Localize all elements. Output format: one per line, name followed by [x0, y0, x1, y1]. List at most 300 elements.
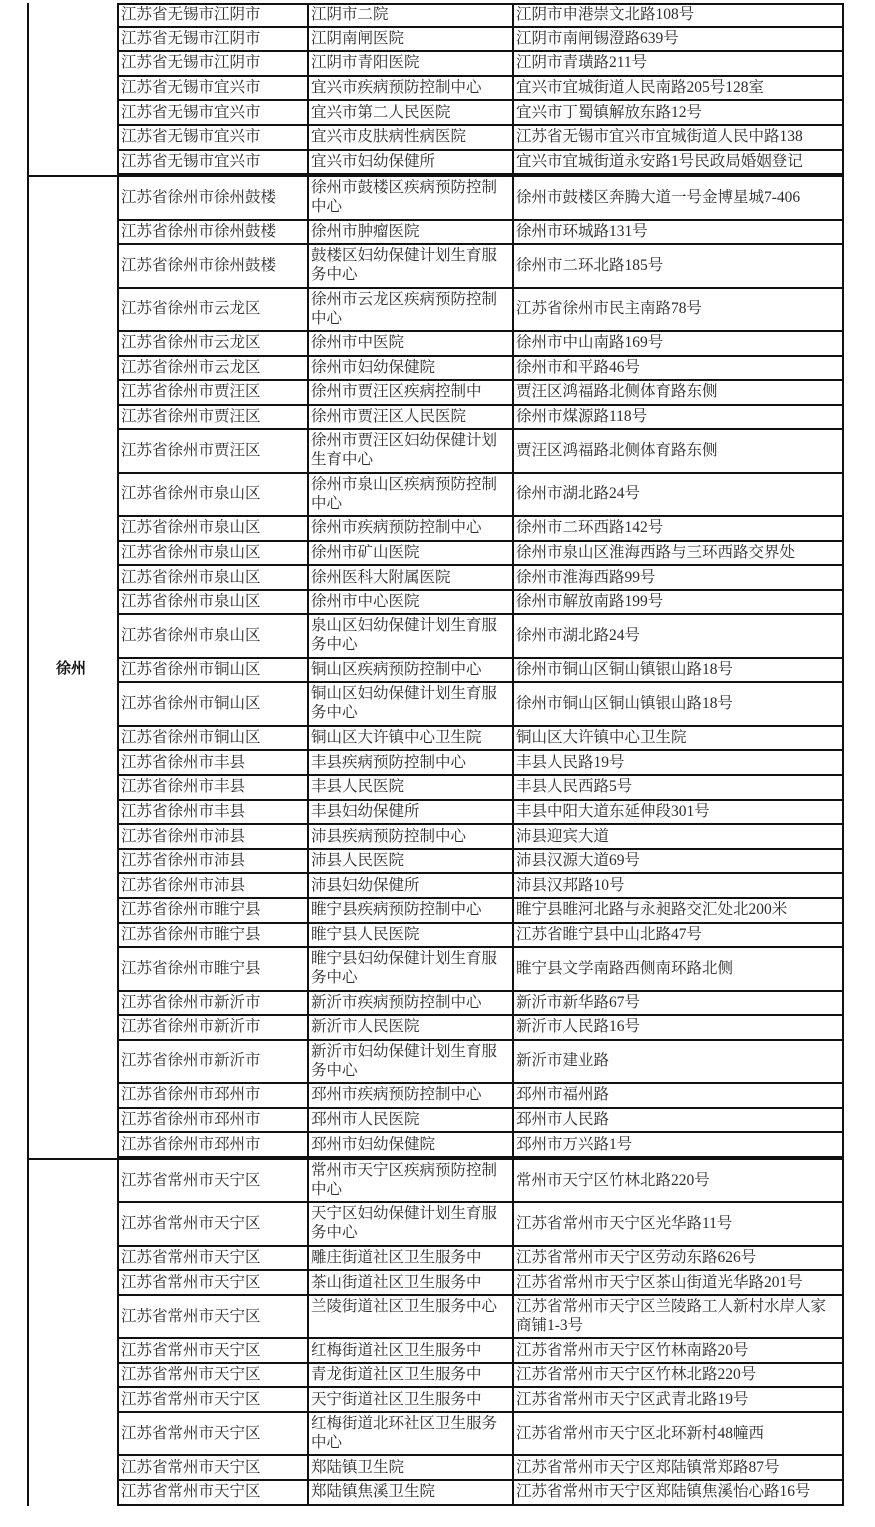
institution-text: 红梅街道北环社区卫生服务中心	[311, 1415, 498, 1452]
region-text: 江苏省无锡市宜兴市	[121, 128, 261, 146]
address-cell	[514, 474, 844, 515]
region-cell	[119, 1041, 309, 1082]
institution-text: 丰县妇幼保健所	[311, 802, 420, 820]
table-row	[119, 850, 844, 875]
address-cell	[514, 850, 844, 873]
region-text: 江苏省徐州市泉山区	[121, 485, 261, 503]
address-cell	[514, 899, 844, 922]
region-text: 江苏省徐州市贾汪区	[121, 408, 261, 425]
table-row	[119, 221, 844, 246]
region-text: 江苏省徐州市铜山区	[121, 729, 261, 747]
table-row	[119, 542, 844, 567]
region-text: 江苏省徐州市泉山区	[121, 627, 261, 645]
region-cell	[119, 615, 309, 656]
region-cell	[119, 474, 309, 515]
region-cell	[119, 1413, 309, 1454]
address-cell	[514, 1016, 844, 1039]
address-text: 丰县人民路19号	[516, 753, 625, 771]
address-text: 江苏省常州市天宁区劳动东路626号	[516, 1249, 757, 1266]
institution-text: 徐州市肿瘤医院	[311, 222, 420, 240]
region-cell	[119, 1109, 309, 1132]
table-row	[119, 126, 844, 151]
address-cell	[514, 1364, 844, 1387]
institution-cell	[309, 1133, 514, 1156]
address-cell	[514, 381, 844, 404]
address-cell	[514, 1413, 844, 1454]
table-row	[119, 1388, 844, 1413]
address-cell	[514, 1247, 844, 1270]
region-text: 江苏省徐州市铜山区	[121, 695, 261, 713]
address-text: 江苏省常州市天宁区郑陆镇常郑路87号	[516, 1458, 780, 1476]
institution-cell	[309, 1203, 514, 1244]
region-cell	[119, 591, 309, 614]
institution-cell	[309, 1016, 514, 1039]
region-cell	[119, 1247, 309, 1270]
region-text: 江苏省常州市天宁区	[121, 1171, 261, 1189]
table-row	[119, 751, 844, 776]
institution-cell	[309, 52, 514, 75]
region-text: 江苏省徐州市新沂市	[121, 1052, 261, 1070]
table-row	[119, 1247, 844, 1272]
address-cell	[514, 52, 844, 75]
region-cell	[119, 1339, 309, 1362]
institution-cell	[309, 5, 514, 26]
region-text: 江苏省徐州市泉山区	[121, 543, 261, 561]
institution-cell	[309, 542, 514, 565]
table-row	[119, 992, 844, 1017]
institution-cell	[309, 289, 514, 330]
institution-text: 沛县疾病预防控制中心	[311, 827, 467, 845]
address-text: 徐州市二环西路142号	[516, 519, 664, 537]
table-row	[119, 1456, 844, 1481]
region-cell	[119, 825, 309, 848]
institution-table	[27, 3, 844, 1506]
table-row	[119, 1271, 844, 1296]
institution-text: 泉山区妇幼保健计划生育服务中心	[311, 617, 498, 654]
city-group-label	[29, 1160, 117, 1506]
region-cell	[119, 683, 309, 724]
address-text: 徐州市煤源路118号	[516, 408, 648, 425]
institution-text: 徐州市中医院	[311, 334, 405, 352]
region-text: 江苏省徐州市邳州市	[121, 1086, 261, 1104]
address-text: 江苏省常州市天宁区竹林北路220号	[516, 1366, 757, 1384]
region-cell	[119, 801, 309, 824]
institution-cell	[309, 1296, 514, 1337]
address-text: 徐州市湖北路24号	[516, 627, 641, 645]
table-row	[119, 899, 844, 924]
institution-cell	[309, 1364, 514, 1387]
institution-text: 天宁区妇幼保健计划生育服务中心	[311, 1205, 498, 1242]
address-text: 江苏省常州市天宁区兰陵路工人新村水岸人家商铺1-3号	[516, 1297, 827, 1334]
address-cell	[514, 5, 844, 26]
address-text: 宜兴市丁蜀镇解放东路12号	[516, 103, 703, 121]
institution-text: 徐州市贾汪区疾病控制中	[311, 383, 482, 401]
region-cell	[119, 332, 309, 355]
table-row	[119, 406, 844, 431]
address-cell	[514, 948, 844, 989]
region-cell	[119, 101, 309, 124]
region-text: 江苏省常州市天宁区	[121, 1483, 261, 1501]
institution-cell	[309, 357, 514, 380]
region-cell	[119, 542, 309, 565]
address-text: 徐州市铜山区铜山镇银山路18号	[516, 661, 734, 679]
table-rows	[117, 1160, 844, 1506]
region-cell	[119, 1133, 309, 1156]
institution-text: 丰县人民医院	[311, 778, 405, 796]
region-cell	[119, 1203, 309, 1244]
city-group-label: 徐州	[55, 659, 86, 678]
address-text: 贾汪区鸿福路北侧体育路东侧	[516, 383, 718, 401]
city-group	[27, 175, 844, 1158]
address-cell	[514, 566, 844, 589]
table-row	[119, 727, 844, 752]
region-text: 江苏省徐州市邳州市	[121, 1135, 261, 1153]
address-cell	[514, 177, 844, 218]
region-cell	[119, 430, 309, 471]
address-text: 新沂市建业路	[516, 1052, 610, 1070]
region-cell	[119, 850, 309, 873]
table-row	[119, 1109, 844, 1134]
institution-text: 鼓楼区妇幼保健计划生育服务中心	[311, 247, 498, 284]
address-cell	[514, 1133, 844, 1156]
region-text: 江苏省徐州市云龙区	[121, 300, 261, 318]
institution-text: 铜山区大许镇中心卫生院	[311, 729, 482, 747]
region-text: 江苏省徐州市邳州市	[121, 1111, 261, 1129]
institution-cell	[309, 332, 514, 355]
address-text: 徐州市淮海西路99号	[516, 568, 656, 586]
region-text: 江苏省常州市天宁区	[121, 1273, 261, 1291]
institution-text: 宜兴市妇幼保健所	[311, 152, 436, 170]
address-text: 江阴市青璜路211号	[516, 54, 648, 72]
table-row	[119, 430, 844, 473]
region-text: 江苏省徐州市丰县	[121, 802, 246, 820]
region-text: 江苏省无锡市江阴市	[121, 29, 261, 47]
institution-cell	[309, 615, 514, 656]
institution-text: 新沂市人民医院	[311, 1018, 420, 1036]
address-text: 徐州市泉山区淮海西路与三环西路交界处	[516, 543, 796, 561]
address-cell	[514, 221, 844, 244]
institution-text: 睢宁县妇幼保健计划生育服务中心	[311, 950, 498, 987]
address-text: 徐州市鼓楼区奔腾大道一号金博星城7-406	[516, 188, 801, 206]
region-text: 江苏省徐州市泉山区	[121, 519, 261, 537]
address-text: 江苏省常州市天宁区郑陆镇焦溪怡心路16号	[516, 1483, 811, 1501]
region-text: 江苏省无锡市江阴市	[121, 6, 261, 24]
institution-text: 新沂市妇幼保健计划生育服务中心	[311, 1042, 498, 1079]
table-row	[119, 1481, 844, 1506]
address-text: 江苏省睢宁县中山北路47号	[516, 925, 703, 943]
institution-text: 雕庄街道社区卫生服务中	[311, 1249, 482, 1266]
region-cell	[119, 28, 309, 51]
institution-cell	[309, 924, 514, 947]
table-row	[119, 289, 844, 332]
region-cell	[119, 751, 309, 774]
institution-text: 郑陆镇焦溪卫生院	[311, 1483, 436, 1501]
region-cell	[119, 874, 309, 897]
address-text: 徐州市解放南路199号	[516, 593, 664, 611]
address-text: 徐州市湖北路24号	[516, 485, 641, 503]
table-row	[119, 381, 844, 406]
table-row	[119, 332, 844, 357]
region-cell	[119, 1456, 309, 1479]
address-cell	[514, 825, 844, 848]
institution-cell	[309, 151, 514, 174]
region-cell	[119, 52, 309, 75]
table-row	[119, 1084, 844, 1109]
table-row	[119, 1016, 844, 1041]
region-text: 江苏省徐州市贾汪区	[121, 441, 261, 459]
address-text: 丰县人民西路5号	[516, 778, 633, 796]
region-cell	[119, 177, 309, 218]
address-text: 江苏省常州市天宁区光华路11号	[516, 1215, 733, 1232]
institution-cell	[309, 659, 514, 682]
region-text: 江苏省常州市天宁区	[121, 1341, 261, 1359]
region-text: 江苏省徐州市沛县	[121, 827, 246, 845]
address-cell	[514, 1339, 844, 1362]
address-text: 江阴市南闸锡澄路639号	[516, 29, 679, 47]
table-row	[119, 474, 844, 517]
region-cell	[119, 727, 309, 750]
address-cell	[514, 332, 844, 355]
region-cell	[119, 406, 309, 429]
table-row	[119, 245, 844, 288]
institution-cell	[309, 77, 514, 100]
region-text: 江苏省徐州市沛县	[121, 852, 246, 870]
table-row	[119, 151, 844, 176]
table-row	[119, 924, 844, 949]
region-cell	[119, 245, 309, 286]
table-row	[119, 591, 844, 616]
table-row	[119, 948, 844, 991]
institution-text: 徐州市疾病预防控制中心	[311, 519, 482, 537]
address-cell	[514, 751, 844, 774]
region-text: 江苏省常州市天宁区	[121, 1215, 261, 1232]
address-text: 江苏省常州市天宁区茶山街道光华路201号	[516, 1273, 803, 1291]
institution-cell	[309, 126, 514, 149]
region-text: 江苏省徐州市云龙区	[121, 358, 261, 376]
institution-text: 宜兴市疾病预防控制中心	[311, 79, 482, 97]
institution-text: 沛县人民医院	[311, 852, 405, 870]
address-text: 邳州市万兴路1号	[516, 1135, 633, 1153]
address-text: 宜兴市宜城街道人民南路205号128室	[516, 79, 765, 97]
address-cell	[514, 151, 844, 174]
table-rows	[117, 3, 844, 175]
table-row	[119, 177, 844, 220]
address-text: 邳州市福州路	[516, 1086, 610, 1104]
institution-cell	[309, 850, 514, 873]
region-text: 江苏省徐州市泉山区	[121, 593, 261, 611]
institution-text: 江阴南闸医院	[311, 29, 405, 47]
institution-cell	[309, 1109, 514, 1132]
institution-text: 睢宁县疾病预防控制中心	[311, 901, 482, 919]
region-text: 江苏省常州市天宁区	[121, 1390, 261, 1408]
address-cell	[514, 727, 844, 750]
institution-text: 徐州市中心医院	[311, 593, 420, 611]
region-text: 江苏省徐州市徐州鼓楼	[121, 222, 277, 240]
table-row	[119, 28, 844, 53]
institution-text: 徐州市云龙区疾病预防控制中心	[311, 290, 498, 327]
region-cell	[119, 381, 309, 404]
region-cell	[119, 1160, 309, 1201]
institution-cell	[309, 727, 514, 750]
region-cell	[119, 289, 309, 330]
institution-cell	[309, 406, 514, 429]
address-cell	[514, 683, 844, 724]
address-cell	[514, 874, 844, 897]
institution-text: 青龙街道社区卫生服务中	[311, 1366, 482, 1384]
region-text: 江苏省无锡市宜兴市	[121, 103, 261, 121]
region-cell	[119, 357, 309, 380]
region-cell	[119, 776, 309, 799]
institution-cell	[309, 474, 514, 515]
institution-text: 常州市天宁区疾病预防控制中心	[311, 1161, 498, 1198]
address-text: 江阴市申港崇文北路108号	[516, 6, 695, 24]
address-cell	[514, 289, 844, 330]
address-cell	[514, 28, 844, 51]
institution-cell	[309, 430, 514, 471]
region-cell	[119, 899, 309, 922]
region-text: 江苏省常州市天宁区	[121, 1307, 261, 1325]
table-row	[119, 1160, 844, 1203]
region-text: 江苏省徐州市云龙区	[121, 334, 261, 352]
region-cell	[119, 1388, 309, 1411]
institution-text: 铜山区妇幼保健计划生育服务中心	[311, 685, 498, 722]
table-row	[119, 683, 844, 726]
address-text: 徐州市和平路46号	[516, 358, 641, 376]
address-cell	[514, 406, 844, 429]
address-text: 沛县迎宾大道	[516, 827, 610, 845]
address-cell	[514, 1160, 844, 1201]
address-cell	[514, 992, 844, 1015]
institution-cell	[309, 948, 514, 989]
institution-text: 徐州市泉山区疾病预防控制中心	[311, 475, 498, 512]
table-row	[119, 1041, 844, 1084]
region-text: 江苏省无锡市宜兴市	[121, 152, 261, 170]
region-cell	[119, 1084, 309, 1107]
table-row	[119, 1296, 844, 1339]
institution-text: 天宁街道社区卫生服务中	[311, 1390, 482, 1408]
table-row	[119, 52, 844, 77]
address-cell	[514, 126, 844, 149]
institution-cell	[309, 751, 514, 774]
region-text: 江苏省徐州市新沂市	[121, 1018, 261, 1036]
region-text: 江苏省徐州市睢宁县	[121, 959, 261, 977]
institution-text: 邳州市疾病预防控制中心	[311, 1086, 482, 1104]
address-cell	[514, 357, 844, 380]
institution-text: 睢宁县人民医院	[311, 925, 420, 943]
table-row	[119, 1133, 844, 1158]
table-row	[119, 357, 844, 382]
address-cell	[514, 615, 844, 656]
institution-cell	[309, 101, 514, 124]
region-cell	[119, 1364, 309, 1387]
region-text: 江苏省徐州市新沂市	[121, 993, 261, 1011]
institution-cell	[309, 1160, 514, 1201]
institution-text: 兰陵街道社区卫生服务中心	[311, 1297, 498, 1315]
institution-text: 徐州市矿山医院	[311, 543, 420, 561]
table-row	[119, 615, 844, 658]
address-cell	[514, 1203, 844, 1244]
address-cell	[514, 517, 844, 540]
region-cell	[119, 126, 309, 149]
institution-text: 徐州市妇幼保健院	[311, 358, 436, 376]
institution-text: 丰县疾病预防控制中心	[311, 753, 467, 771]
address-text: 江苏省常州市天宁区竹林南路20号	[516, 1341, 749, 1359]
region-text: 江苏省徐州市沛县	[121, 876, 246, 894]
address-text: 邳州市人民路	[516, 1111, 610, 1129]
region-text: 江苏省徐州市丰县	[121, 753, 246, 771]
table-row	[119, 1339, 844, 1364]
institution-text: 邳州市人民医院	[311, 1111, 420, 1129]
table-row	[119, 77, 844, 102]
table-rows	[117, 177, 844, 1158]
institution-cell	[309, 1084, 514, 1107]
address-cell	[514, 1271, 844, 1294]
institution-text: 铜山区疾病预防控制中心	[311, 661, 482, 679]
table-row	[119, 874, 844, 899]
institution-text: 新沂市疾病预防控制中心	[311, 993, 482, 1011]
address-text: 江苏省无锡市宜兴市宜城街道人民中路138	[516, 128, 803, 146]
institution-text: 邳州市妇幼保健院	[311, 1135, 436, 1153]
address-text: 常州市天宁区竹林北路220号	[516, 1171, 710, 1189]
city-group	[27, 3, 844, 175]
address-text: 铜山区大许镇中心卫生院	[516, 729, 687, 747]
region-cell	[119, 992, 309, 1015]
institution-cell	[309, 28, 514, 51]
address-text: 江苏省常州市天宁区北环新村48幢西	[516, 1424, 765, 1442]
region-text: 江苏省徐州市丰县	[121, 778, 246, 796]
institution-text: 江阴市青阳医院	[311, 54, 420, 72]
region-text: 江苏省徐州市睢宁县	[121, 901, 261, 919]
region-cell	[119, 1271, 309, 1294]
region-cell	[119, 659, 309, 682]
address-cell	[514, 101, 844, 124]
table-row	[119, 1203, 844, 1246]
institution-cell	[309, 1339, 514, 1362]
region-text: 江苏省常州市天宁区	[121, 1366, 261, 1384]
address-text: 沛县汉源大道69号	[516, 852, 641, 870]
address-text: 丰县中阳大道东延伸段301号	[516, 802, 710, 820]
institution-cell	[309, 874, 514, 897]
region-cell	[119, 77, 309, 100]
institution-cell	[309, 381, 514, 404]
region-text: 江苏省徐州市睢宁县	[121, 925, 261, 943]
region-text: 江苏省常州市天宁区	[121, 1458, 261, 1476]
address-cell	[514, 1388, 844, 1411]
table-row	[119, 776, 844, 801]
institution-cell	[309, 1388, 514, 1411]
institution-cell	[309, 1481, 514, 1504]
region-text: 江苏省常州市天宁区	[121, 1249, 261, 1266]
institution-cell	[309, 591, 514, 614]
region-text: 江苏省徐州市徐州鼓楼	[121, 188, 277, 206]
table-row	[119, 566, 844, 591]
region-cell	[119, 5, 309, 26]
institution-cell	[309, 517, 514, 540]
institution-text: 宜兴市第二人民医院	[311, 103, 451, 121]
address-text: 徐州市中山南路169号	[516, 334, 664, 352]
address-text: 徐州市二环北路185号	[516, 256, 664, 274]
institution-text: 红梅街道社区卫生服务中	[311, 1341, 482, 1359]
institution-cell	[309, 1041, 514, 1082]
institution-cell	[309, 566, 514, 589]
region-text: 江苏省徐州市贾汪区	[121, 383, 261, 401]
city-group-label	[29, 3, 117, 175]
address-text: 新沂市新华路67号	[516, 993, 641, 1011]
address-text: 徐州市环城路131号	[516, 222, 648, 240]
address-cell	[514, 1481, 844, 1504]
institution-cell	[309, 1413, 514, 1454]
institution-text: 江阴市二院	[311, 6, 389, 24]
